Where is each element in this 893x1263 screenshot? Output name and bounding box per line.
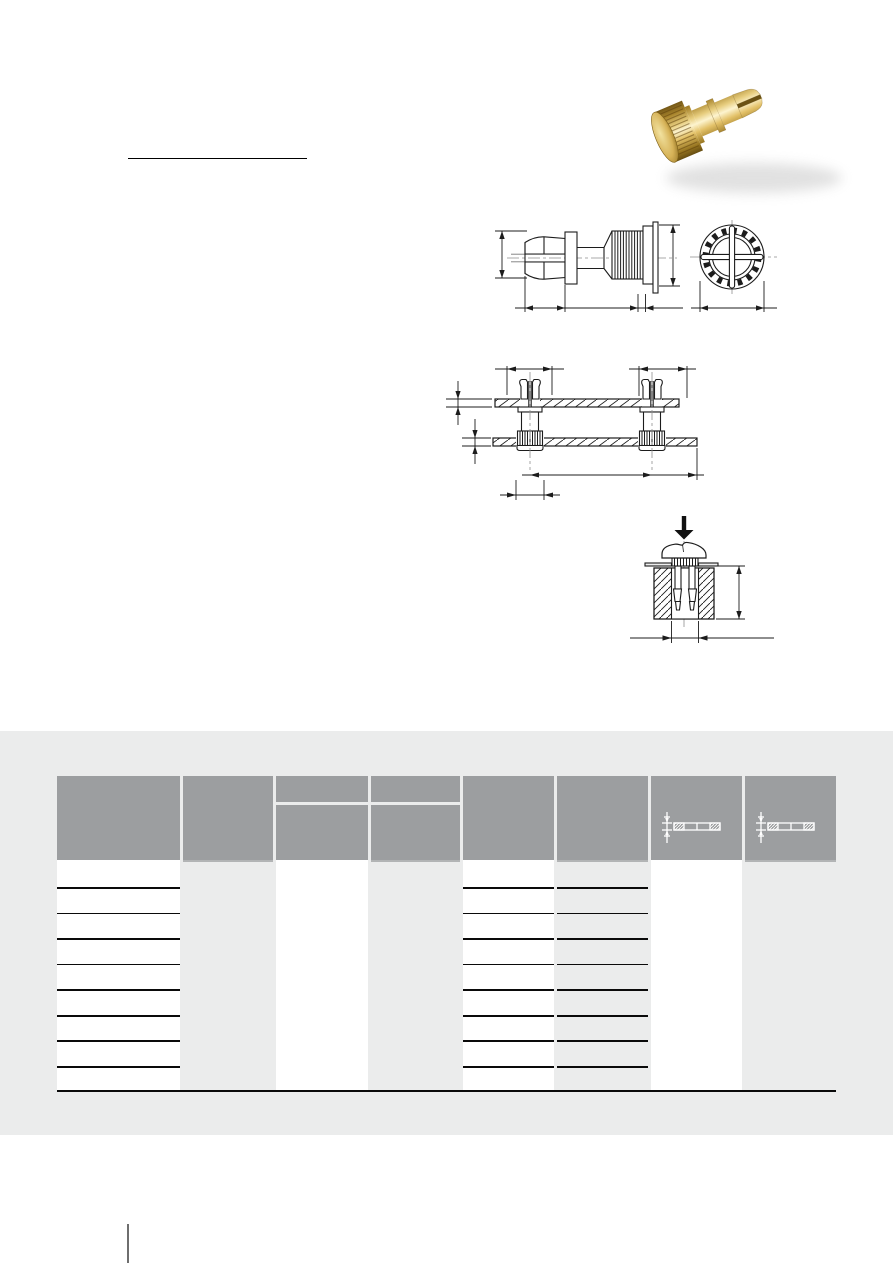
table-header-cell-4-top bbox=[371, 776, 460, 802]
row-separator-line bbox=[463, 964, 554, 966]
table-bottom-rule bbox=[57, 1090, 836, 1092]
footer-rule bbox=[127, 1224, 129, 1263]
row-separator-line bbox=[557, 887, 648, 889]
row-separator-line bbox=[463, 1040, 554, 1042]
row-separator-line bbox=[57, 1040, 180, 1042]
row-separator-line bbox=[57, 938, 180, 940]
row-separator-line bbox=[463, 989, 554, 991]
board-assembly-drawing bbox=[442, 352, 720, 504]
row-separator-line bbox=[57, 1015, 180, 1017]
row-separator-line bbox=[557, 1066, 648, 1068]
row-separator-line bbox=[57, 913, 180, 915]
row-separator-line bbox=[557, 938, 648, 940]
side-end-view-drawing bbox=[487, 218, 782, 323]
row-separator-line bbox=[557, 1015, 648, 1017]
sheet-thickness-icon bbox=[754, 809, 818, 847]
table-header-cell-4-bottom bbox=[371, 805, 460, 860]
table-header-cell-5 bbox=[463, 776, 554, 860]
row-separator-line bbox=[463, 1066, 554, 1068]
row-separator-line bbox=[463, 1015, 554, 1017]
row-separator-line bbox=[463, 887, 554, 889]
row-separator-line bbox=[57, 989, 180, 991]
row-separator-line bbox=[463, 938, 554, 940]
row-separator-line bbox=[557, 913, 648, 915]
table-header-cell-7 bbox=[651, 776, 742, 860]
page-title bbox=[128, 146, 307, 157]
table-header-cell-1 bbox=[57, 776, 180, 860]
heading-underline bbox=[128, 146, 307, 159]
table-header-cell-6 bbox=[557, 776, 648, 860]
table-body-column-3 bbox=[276, 860, 368, 1090]
row-separator-line bbox=[463, 913, 554, 915]
table-body-column-1 bbox=[57, 860, 180, 1090]
table-body-column-7 bbox=[651, 860, 742, 1090]
row-separator-line bbox=[557, 989, 648, 991]
row-separator-line bbox=[557, 1040, 648, 1042]
table-header-cell-4 bbox=[371, 776, 460, 860]
row-separator-line bbox=[557, 964, 648, 966]
sheet-thickness-icon bbox=[660, 809, 724, 847]
table-header-cell-2 bbox=[183, 776, 273, 860]
table-header-cell-8 bbox=[745, 776, 836, 860]
row-separator-line bbox=[57, 1066, 180, 1068]
row-separator-line bbox=[57, 887, 180, 889]
spec-table bbox=[57, 776, 836, 1093]
table-body-column-5 bbox=[463, 860, 554, 1090]
press-in-mounting-drawing bbox=[612, 505, 792, 655]
table-header-cell-3-bottom bbox=[276, 805, 368, 860]
table-body-column-6 bbox=[557, 860, 648, 1090]
table-header-cell-3-top bbox=[276, 776, 368, 802]
product-photo bbox=[636, 66, 893, 211]
row-separator-line bbox=[57, 964, 180, 966]
table-header-cell-3 bbox=[276, 776, 368, 860]
